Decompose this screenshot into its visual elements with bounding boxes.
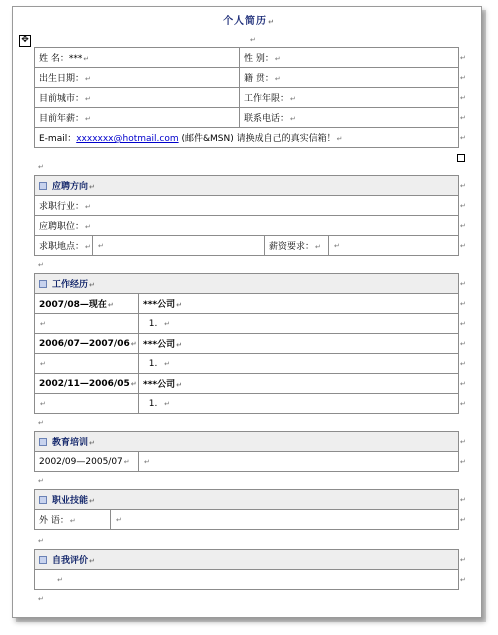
section-header-self-eval: 自我评价↵	[35, 550, 459, 570]
table-row: 外 语：↵ ↵ ↵	[35, 510, 467, 530]
gender-cell[interactable]: 性 别：↵	[240, 48, 459, 68]
birth-cell[interactable]: 出生日期：↵	[35, 68, 240, 88]
table-row: 目前年薪：↵ 联系电话：↵ ↵	[35, 108, 467, 128]
education-period-cell[interactable]: 2002/09—2005/07↵	[35, 452, 139, 472]
work-years-cell[interactable]: 工作年限：↵	[240, 88, 459, 108]
table-row: 2002/11—2006/05↵ ***公司↵ ↵	[35, 374, 467, 394]
objective-table	[34, 175, 467, 256]
section-header-experience: 工作经历↵	[35, 274, 459, 294]
job-blank-cell[interactable]: ↵	[35, 394, 139, 414]
skills-table	[34, 489, 467, 530]
paragraph-mark: ↵	[38, 419, 44, 427]
paragraph-mark: ↵	[250, 36, 256, 44]
job-period-cell[interactable]: 2002/11—2006/05↵	[35, 374, 139, 394]
table-row: 自我评价↵ ↵	[35, 550, 467, 570]
table-row: 2006/07—2007/06↵ ***公司↵ ↵	[35, 334, 467, 354]
paragraph-mark: ↵	[38, 537, 44, 545]
table-row: 出生日期：↵ 籍 贯：↵ ↵	[35, 68, 467, 88]
name-cell[interactable]: 姓 名：***↵	[35, 48, 240, 68]
bullet-square-icon	[39, 556, 47, 564]
table-row: 姓 名：***↵ 性 别：↵ ↵	[35, 48, 467, 68]
industry-cell[interactable]: 求职行业：↵	[35, 196, 459, 216]
section-header-education: 教育培训↵	[35, 432, 459, 452]
education-detail-cell[interactable]: ↵	[139, 452, 459, 472]
job-detail-cell[interactable]: 1. ↵	[139, 354, 459, 374]
table-row: 求职地点：↵ ↵ 薪资要求：↵ ↵ ↵	[35, 236, 467, 256]
city-cell[interactable]: 目前城市：↵	[35, 88, 240, 108]
table-move-handle-icon[interactable]: ✥	[19, 35, 31, 47]
job-blank-cell[interactable]: ↵	[35, 314, 139, 334]
salary-cell[interactable]: 目前年薪：↵	[35, 108, 240, 128]
bullet-square-icon	[39, 182, 47, 190]
salary-req-label-cell: 薪资要求：↵	[265, 236, 329, 256]
paragraph-mark: ↵	[38, 477, 44, 485]
job-company-cell[interactable]: ***公司↵	[139, 334, 459, 354]
job-period-cell[interactable]: 2007/08—现在↵	[35, 294, 139, 314]
job-blank-cell[interactable]: ↵	[35, 354, 139, 374]
language-label-cell: 外 语：↵	[35, 510, 111, 530]
table-row: 工作经历↵ ↵	[35, 274, 467, 294]
table-row: 2002/09—2005/07↵ ↵ ↵	[35, 452, 467, 472]
self-eval-cell[interactable]: ↵	[35, 570, 459, 590]
position-cell[interactable]: 应聘职位：↵	[35, 216, 459, 236]
bullet-square-icon	[39, 438, 47, 446]
personal-info-table	[34, 47, 467, 148]
job-period-cell[interactable]: 2006/07—2007/06↵	[35, 334, 139, 354]
language-value-cell[interactable]: ↵	[111, 510, 459, 530]
self-eval-table	[34, 549, 467, 590]
paragraph-mark: ↵	[38, 163, 44, 171]
education-table	[34, 431, 467, 472]
bullet-square-icon	[39, 496, 47, 504]
table-row: ↵ 1. ↵ ↵	[35, 314, 467, 334]
location-value-cell[interactable]: ↵	[93, 236, 265, 256]
table-row: 应聘职位：↵ ↵	[35, 216, 467, 236]
table-row: ↵ 1. ↵ ↵	[35, 394, 467, 414]
table-row: 目前城市：↵ 工作年限：↵ ↵	[35, 88, 467, 108]
email-link[interactable]: xxxxxxx@hotmail.com	[76, 134, 179, 144]
job-company-cell[interactable]: ***公司↵	[139, 374, 459, 394]
table-row: ↵ ↵	[35, 570, 467, 590]
table-row: E-mail：xxxxxxx@hotmail.com (邮件&MSN) 请换成自己的真实信箱！↵ ↵	[35, 128, 467, 148]
table-row: ↵ 1. ↵ ↵	[35, 354, 467, 374]
paragraph-mark: ↵	[38, 261, 44, 269]
location-label-cell: 求职地点：↵	[35, 236, 93, 256]
email-cell[interactable]: E-mail：xxxxxxx@hotmail.com (邮件&MSN) 请换成自己的真实信箱！↵	[35, 128, 459, 148]
table-row: 求职行业：↵ ↵	[35, 196, 467, 216]
paragraph-mark: ↵	[38, 595, 44, 603]
table-resize-handle-icon[interactable]	[457, 154, 465, 162]
table-row: 教育培训↵ ↵	[35, 432, 467, 452]
job-detail-cell[interactable]: 1. ↵	[139, 314, 459, 334]
job-company-cell[interactable]: ***公司↵	[139, 294, 459, 314]
job-detail-cell[interactable]: 1. ↵	[139, 394, 459, 414]
bullet-square-icon	[39, 280, 47, 288]
origin-cell[interactable]: 籍 贯：↵	[240, 68, 459, 88]
resume-title: 个人简历↵	[223, 16, 275, 27]
table-row: 2007/08—现在↵ ***公司↵ ↵	[35, 294, 467, 314]
table-row: 应聘方向↵ ↵	[35, 176, 467, 196]
section-header-objective: 应聘方向↵	[35, 176, 459, 196]
experience-table	[34, 273, 467, 414]
section-header-skills: 职业技能↵	[35, 490, 459, 510]
salary-req-value-cell[interactable]: ↵	[329, 236, 459, 256]
phone-cell[interactable]: 联系电话：↵	[240, 108, 459, 128]
table-row: 职业技能↵ ↵	[35, 490, 467, 510]
